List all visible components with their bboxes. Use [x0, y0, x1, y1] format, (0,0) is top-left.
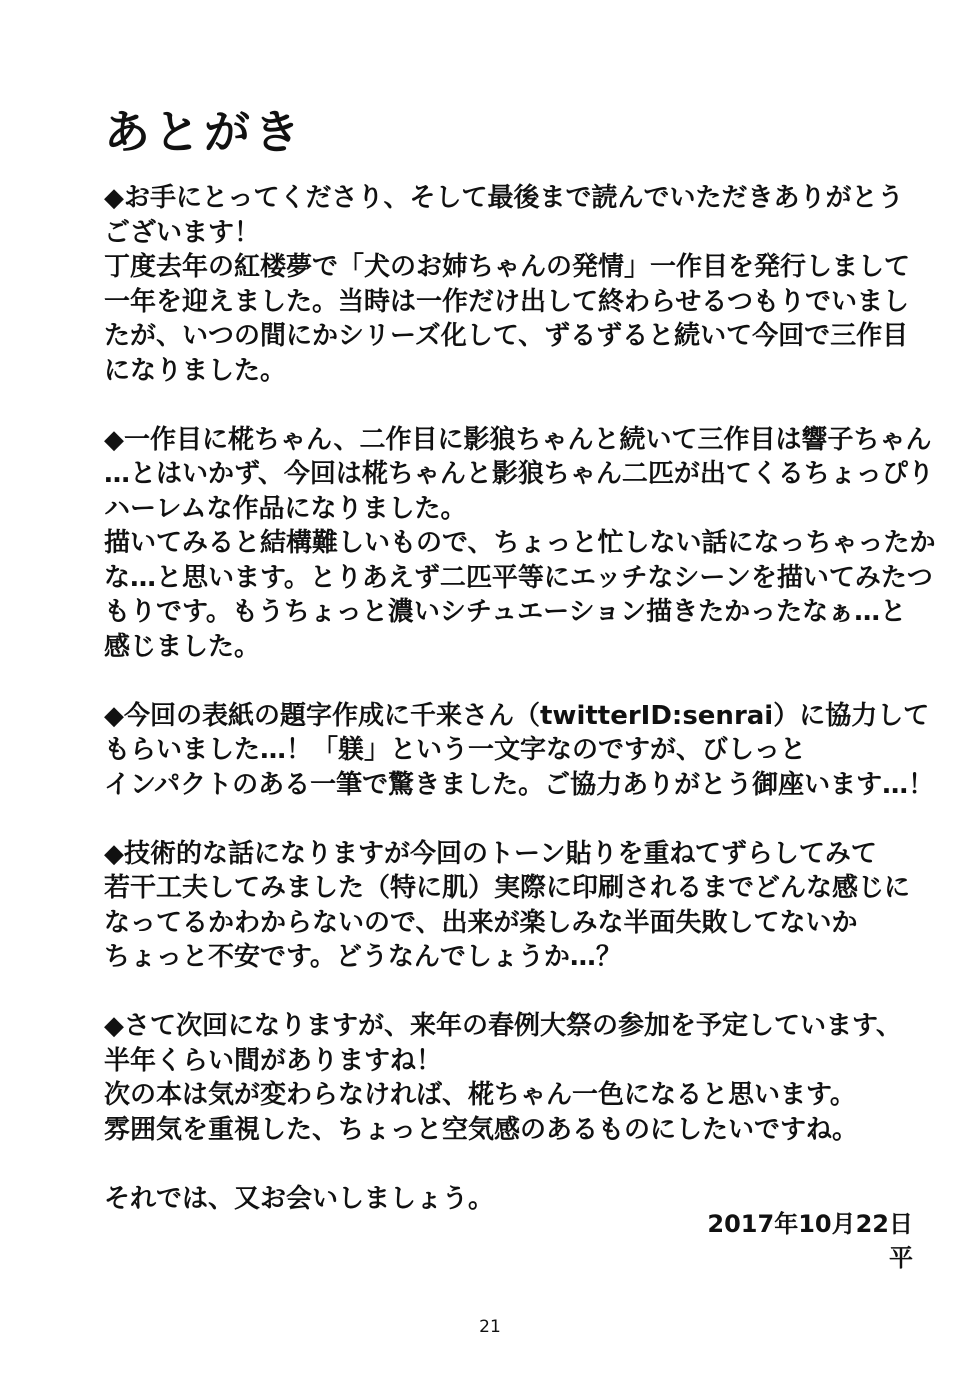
page-number: 21	[479, 1317, 501, 1337]
text-line: ハーレムな作品になりました。	[104, 493, 467, 524]
text-line: それでは、又お会いしましょう。	[104, 1183, 495, 1214]
paragraph	[104, 423, 936, 665]
page-title: あとがき	[104, 105, 304, 159]
paragraph	[104, 181, 911, 388]
text-line: …とはいかず、今回は椛ちゃんと影狼ちゃん二匹が出てくるちょっぴり	[104, 459, 934, 489]
text-line: な…と思います。とりあえず二匹平等にエッチなシーンを描いてみたつ	[104, 562, 933, 593]
text-line: ちょっと不安です。どうなんでしょうか…？	[104, 942, 622, 972]
text-line: 丁度去年の紅楼夢で「犬のお姉ちゃんの発情」一作目を発行しまして	[104, 252, 911, 282]
text-line: 若干工夫してみました（特に肌）実際に印刷されるまでどんな感じに	[104, 873, 911, 903]
text-line: たが、いつの間にかシリーズ化して、ずるずると続いて今回で三作目	[104, 321, 909, 351]
text-line: もらいました…！「躾」という一文字なのですが、びしっと	[104, 735, 807, 765]
text-line: なってるかわからないので、出来が楽しみな半面失敗してないか	[104, 907, 858, 938]
text-line: 一年を迎えました。当時は一作だけ出して終わらせるつもりでいまし	[104, 286, 909, 317]
text-line: ◆一作目に椛ちゃん、二作目に影狼ちゃんと続いて三作目は響子ちゃん	[104, 424, 932, 455]
paragraph	[104, 837, 911, 975]
text-line: インパクトのある一筆で驚きました。ご協力ありがとう御座います…！	[104, 769, 935, 800]
text-line: 描いてみると結構難しいもので、ちょっと忙しない話になっちゃったか	[104, 528, 936, 558]
text-line: 雰囲気を重視した、ちょっと空気感のあるものにしたいですね。	[104, 1114, 859, 1145]
text-line: 感じました。	[104, 631, 261, 662]
text-line: ◆技術的な話になりますが今回のトーン貼りを重ねてずらしてみて	[104, 838, 877, 869]
paragraph	[104, 1009, 904, 1147]
afterword-body	[104, 181, 936, 1251]
text-line: ございます！	[104, 217, 261, 248]
signature-author: 平	[889, 1244, 913, 1272]
text-line: もりです。もうちょっと濃いシチュエーション描きたかったなぁ…と	[104, 597, 907, 627]
text-line: 半年くらい間がありますね！	[104, 1045, 443, 1076]
signature-date: 2017年10月22日	[707, 1210, 913, 1238]
text-line: ◆今回の表紙の題字作成に千来さん（twitterID:senrai）に協力して	[104, 700, 930, 731]
text-line: 次の本は気が変わらなければ、椛ちゃん一色になると思います。	[104, 1080, 856, 1110]
text-line: になりました。	[104, 355, 287, 386]
paragraph	[104, 699, 935, 803]
text-line: ◆さて次回になりますが、来年の春例大祭の参加を予定しています、	[104, 1011, 902, 1041]
text-line: ◆お手にとってくださり、そして最後まで読んでいただきありがとう	[104, 183, 904, 213]
